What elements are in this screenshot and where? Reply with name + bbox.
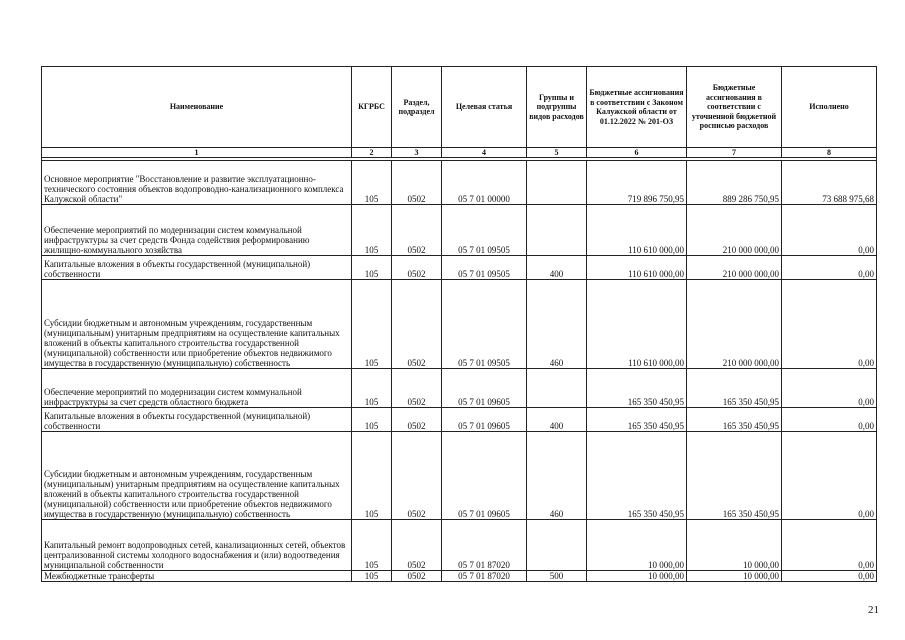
header-roster-allocation: Бюджетные ассигнования в соответствии с уточненной бюджетной росписью расходов: [687, 67, 782, 148]
row-roster-amount: 10 000,00: [687, 520, 782, 571]
row-law-amount: 110 610 000,00: [587, 280, 687, 369]
row-target: 05 7 01 09505: [442, 280, 527, 369]
header-kgrbs: КГРБС: [352, 67, 392, 148]
row-roster-amount: 210 000 000,00: [687, 280, 782, 369]
row-kgrbs: 105: [352, 408, 392, 432]
row-section: 0502: [392, 520, 442, 571]
row-law-amount: 165 350 450,95: [587, 432, 687, 520]
row-kgrbs: 105: [352, 369, 392, 408]
row-target: 05 7 01 09605: [442, 369, 527, 408]
table-row: [42, 369, 877, 408]
row-roster-amount: 165 350 450,95: [687, 408, 782, 432]
row-kgrbs: 105: [352, 161, 392, 205]
table-row: [42, 432, 877, 520]
row-group: [527, 520, 587, 571]
row-executed-amount: 0,00: [782, 369, 877, 408]
header-row: [42, 67, 877, 148]
row-law-amount: 165 350 450,95: [587, 369, 687, 408]
row-target: 05 7 01 09605: [442, 432, 527, 520]
row-kgrbs: 105: [352, 520, 392, 571]
row-group: 460: [527, 432, 587, 520]
row-target: 05 7 01 87020: [442, 520, 527, 571]
row-section: 0502: [392, 369, 442, 408]
row-law-amount: 10 000,00: [587, 520, 687, 571]
row-name: Обеспечение мероприятий по модернизации систем коммунальной инфраструктуры за счет средств областного бюджета: [42, 369, 352, 408]
row-target: 05 7 01 09605: [442, 408, 527, 432]
row-target: 05 7 01 87020: [442, 571, 527, 582]
row-kgrbs: 105: [352, 432, 392, 520]
row-law-amount: 165 350 450,95: [587, 408, 687, 432]
row-roster-amount: 165 350 450,95: [687, 432, 782, 520]
row-section: 0502: [392, 432, 442, 520]
row-law-amount: 10 000,00: [587, 571, 687, 582]
column-number: 1: [42, 148, 352, 158]
row-group: 400: [527, 408, 587, 432]
column-number: 8: [782, 148, 877, 158]
row-roster-amount: 165 350 450,95: [687, 369, 782, 408]
row-roster-amount: 889 286 750,95: [687, 161, 782, 205]
row-section: 0502: [392, 571, 442, 582]
row-name: Капитальные вложения в объекты государственной (муниципальной) собственности: [42, 256, 352, 280]
row-executed-amount: 0,00: [782, 205, 877, 256]
row-group: [527, 205, 587, 256]
row-law-amount: 110 610 000,00: [587, 256, 687, 280]
row-section: 0502: [392, 205, 442, 256]
row-name: Капитальный ремонт водопроводных сетей, канализационных сетей, объектов централизованной системы холодного водоснабжения и (или) водоотведения муниципальной собственности: [42, 520, 352, 571]
column-number: 7: [687, 148, 782, 158]
row-group: 460: [527, 280, 587, 369]
row-executed-amount: 0,00: [782, 432, 877, 520]
row-executed-amount: 0,00: [782, 571, 877, 582]
row-name: Субсидии бюджетным и автономным учреждениям, государственным (муниципальным) унитарным предприятиям на осуществление капитальных вложений в объекты капитального строительства государственной (муниципальной) собственности или приобретение объектов недвижимого имущества в государственную (муниципальную) собственность: [42, 280, 352, 369]
row-section: 0502: [392, 256, 442, 280]
row-target: 05 7 01 09505: [442, 205, 527, 256]
table-row: [42, 256, 877, 280]
row-kgrbs: 105: [352, 205, 392, 256]
row-executed-amount: 0,00: [782, 408, 877, 432]
column-number-row: [42, 148, 877, 158]
column-number: 6: [587, 148, 687, 158]
row-roster-amount: 210 000 000,00: [687, 205, 782, 256]
row-kgrbs: 105: [352, 256, 392, 280]
row-roster-amount: 10 000,00: [687, 571, 782, 582]
row-executed-amount: 73 688 975,68: [782, 161, 877, 205]
row-section: 0502: [392, 408, 442, 432]
column-number: 4: [442, 148, 527, 158]
header-executed: Исполнено: [782, 67, 877, 148]
column-number: 5: [527, 148, 587, 158]
header-section: Раздел, подраздел: [392, 67, 442, 148]
row-group: [527, 369, 587, 408]
row-group: 400: [527, 256, 587, 280]
row-name: Капитальные вложения в объекты государственной (муниципальной) собственности: [42, 408, 352, 432]
column-number: 2: [352, 148, 392, 158]
header-name: Наименование: [42, 67, 352, 148]
table-row: [42, 571, 877, 582]
row-executed-amount: 0,00: [782, 280, 877, 369]
table-row: [42, 520, 877, 571]
table-row: [42, 280, 877, 369]
header-expense-group: Группы и подгруппы видов расходов: [527, 67, 587, 148]
row-kgrbs: 105: [352, 280, 392, 369]
budget-table: [41, 66, 877, 582]
row-target: 05 7 01 00000: [442, 161, 527, 205]
row-executed-amount: 0,00: [782, 256, 877, 280]
row-section: 0502: [392, 280, 442, 369]
row-target: 05 7 01 09505: [442, 256, 527, 280]
page-number: 21: [868, 604, 879, 616]
row-law-amount: 719 896 750,95: [587, 161, 687, 205]
row-roster-amount: 210 000 000,00: [687, 256, 782, 280]
row-name: Основное мероприятие "Восстановление и развитие эксплуатационно-технического состояния объектов водопроводно-канализационного комплекса Калужской области": [42, 161, 352, 205]
row-group: 500: [527, 571, 587, 582]
row-name: Субсидии бюджетным и автономным учреждениям, государственным (муниципальным) унитарным предприятиям на осуществление капитальных вложений в объекты капитального строительства государственной (муниципальной) собственности или приобретение объектов недвижимого имущества в государственную (муниципальную) собственность: [42, 432, 352, 520]
row-name: Обеспечение мероприятий по модернизации систем коммунальной инфраструктуры за счет средств Фонда содействия реформированию жилищно-коммунального хозяйства: [42, 205, 352, 256]
table-row: [42, 161, 877, 205]
header-law-allocation: Бюджетные ассигнования в соответствии с Законом Калужской области от 01.12.2022 № 201-ОЗ: [587, 67, 687, 148]
row-name: Межбюджетные трансферты: [42, 571, 352, 582]
table-row: [42, 205, 877, 256]
row-executed-amount: 0,00: [782, 520, 877, 571]
row-kgrbs: 105: [352, 571, 392, 582]
row-law-amount: 110 610 000,00: [587, 205, 687, 256]
row-section: 0502: [392, 161, 442, 205]
header-target-article: Целевая статья: [442, 67, 527, 148]
row-group: [527, 161, 587, 205]
table-row: [42, 408, 877, 432]
column-number: 3: [392, 148, 442, 158]
